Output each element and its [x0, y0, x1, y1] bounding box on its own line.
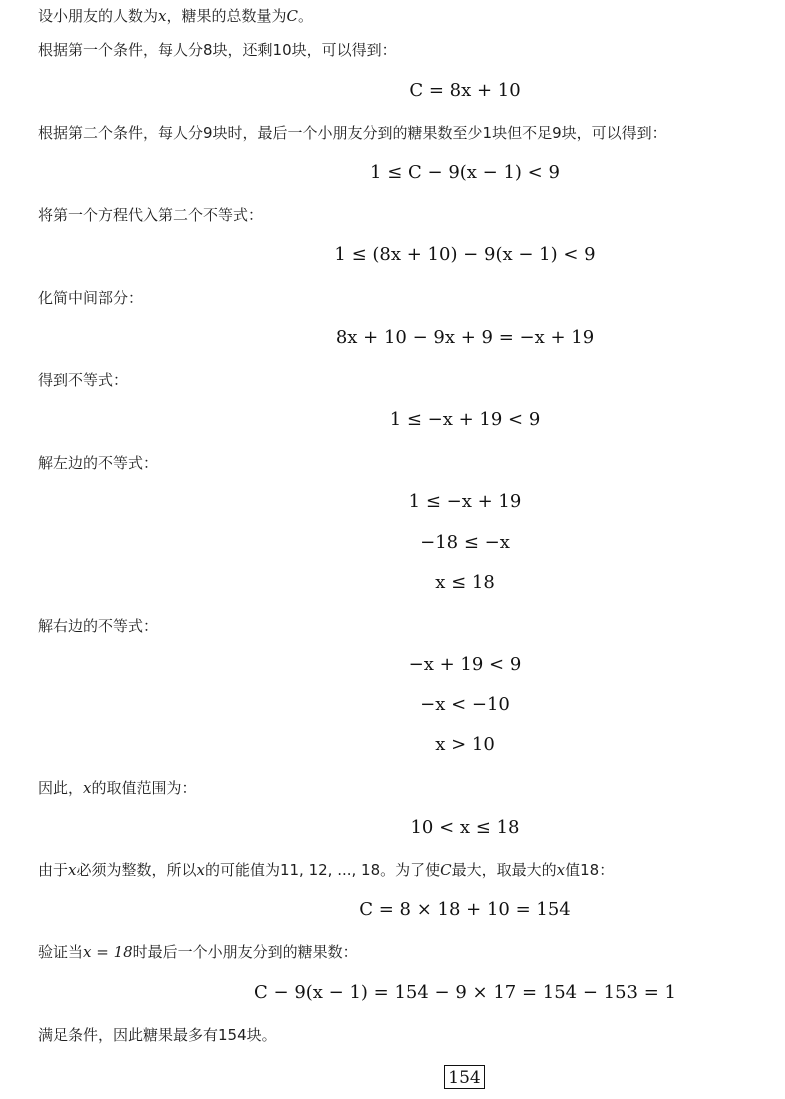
- math-var: x = 18: [83, 943, 133, 961]
- math-var: x: [556, 861, 566, 879]
- text-span: ，糖果的总数量为: [166, 7, 287, 25]
- equation-2: 8x + 10 − 9x + 9 = −x + 19: [335, 327, 595, 348]
- text-span: 最大，取最大的: [451, 861, 557, 879]
- text-span: 时最后一个小朋友分到的糖果数：: [132, 943, 358, 961]
- text-line-9: [38, 778, 197, 798]
- text-span: 验证当: [38, 943, 84, 961]
- step-right-1: −x + 19 < 9: [408, 654, 522, 675]
- math-var: x: [83, 779, 92, 797]
- step-right-3: x > 10: [435, 734, 495, 755]
- text-line-4: 将第一个方程代入第二个不等式：: [38, 206, 264, 224]
- text-span: 的可能值为11, 12, ..., 18。为了使: [204, 861, 441, 879]
- math-var: C: [286, 7, 298, 25]
- math-var: C: [440, 861, 452, 879]
- math-var: x: [158, 7, 167, 25]
- inequality-2: 1 ≤ (8x + 10) − 9(x − 1) < 9: [334, 244, 596, 265]
- text-line-10: [38, 860, 614, 880]
- text-line-8: 解右边的不等式：: [38, 617, 159, 635]
- text-line-5: 化简中间部分：: [38, 289, 144, 307]
- text-span: 值18：: [565, 861, 615, 879]
- verification: C − 9(x − 1) = 154 − 9 × 17 = 154 − 153 = 1: [254, 982, 676, 1003]
- equation-3: C = 8 × 18 + 10 = 154: [359, 899, 571, 920]
- step-left-3: x ≤ 18: [435, 572, 495, 593]
- range: 10 < x ≤ 18: [410, 817, 520, 838]
- text-span: 由于: [38, 861, 69, 879]
- text-span: 必须为整数，所以: [76, 861, 197, 879]
- inequality-3: 1 ≤ −x + 19 < 9: [389, 409, 541, 430]
- math-var: x: [68, 861, 77, 879]
- step-left-2: −18 ≤ −x: [420, 532, 510, 553]
- equation-1: C = 8x + 10: [409, 80, 521, 101]
- final-answer-box: 154: [444, 1065, 485, 1089]
- step-right-2: −x < −10: [420, 694, 510, 715]
- inequality-1: 1 ≤ C − 9(x − 1) < 9: [370, 162, 560, 183]
- text-line-3: 根据第二个条件，每人分9块时，最后一个小朋友分到的糖果数至少1块但不足9块，可以得到：: [38, 124, 667, 142]
- text-span: 的取值范围为：: [91, 779, 197, 797]
- text-line-11: [38, 942, 358, 962]
- math-var: x: [196, 861, 205, 879]
- text-line-12: 满足条件，因此糖果最多有154块。: [38, 1026, 277, 1044]
- text-span: 设小朋友的人数为: [38, 7, 159, 25]
- text-span: 。: [297, 7, 313, 25]
- step-left-1: 1 ≤ −x + 19: [408, 491, 522, 512]
- text-line-2: 根据第一个条件，每人分8块，还剩10块，可以得到：: [38, 41, 397, 59]
- text-line-6: 得到不等式：: [38, 371, 129, 389]
- text-span: 因此，: [38, 779, 84, 797]
- text-line-1: [38, 6, 313, 26]
- text-line-7: 解左边的不等式：: [38, 454, 159, 472]
